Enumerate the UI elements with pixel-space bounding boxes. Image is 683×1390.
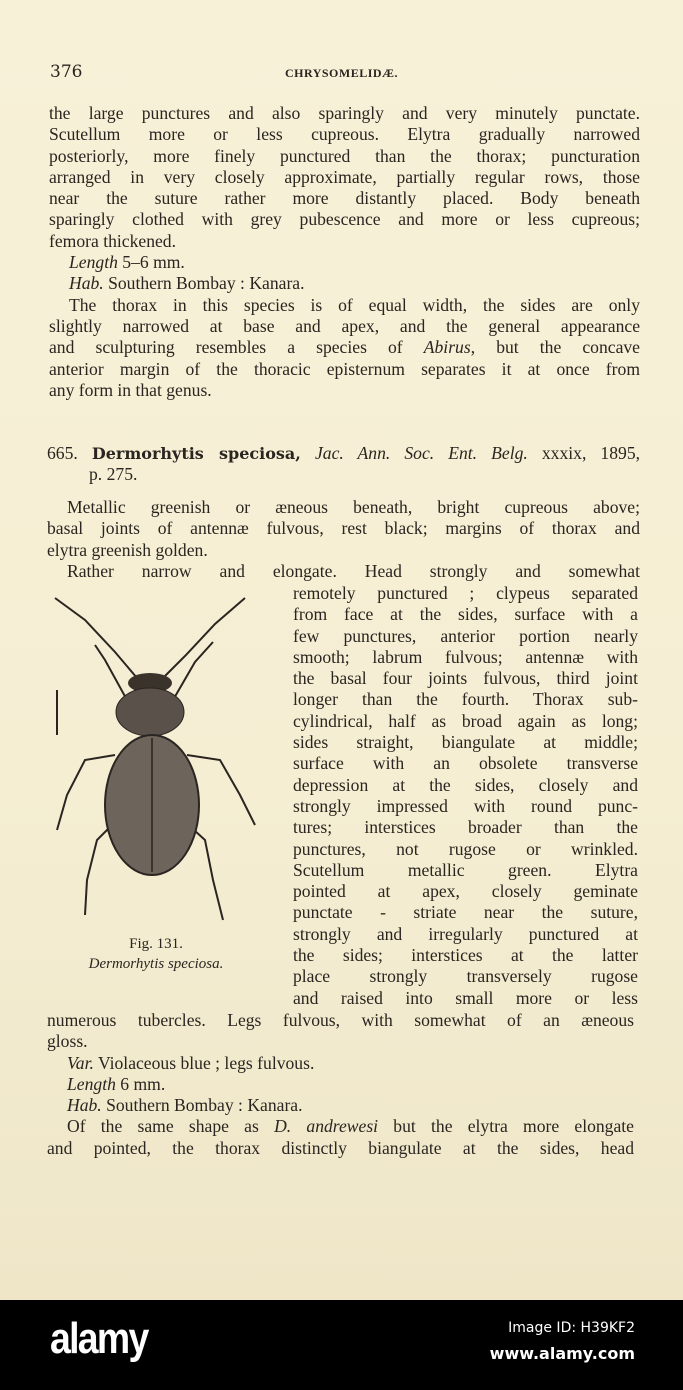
text-block-bottom xyxy=(47,1010,634,1159)
text-line xyxy=(293,902,638,923)
text-segment: surface with an obsolete transverse xyxy=(293,753,638,774)
text-segment: , but the concave xyxy=(470,337,640,358)
text-line xyxy=(293,988,638,1009)
text-line xyxy=(47,540,640,561)
text-line xyxy=(293,945,638,966)
figure-label: Fig. 131. xyxy=(129,936,183,952)
text-segment: Metallic greenish or æneous beneath, bright cupreous above; xyxy=(67,497,640,517)
text-line xyxy=(49,209,640,230)
italic-text: Length xyxy=(69,252,118,273)
text-segment: Rather narrow and elongate. Head strongly and somewhat xyxy=(67,560,640,581)
text-segment: and raised into small more or less xyxy=(293,987,638,1008)
text-line xyxy=(293,604,638,625)
text-line xyxy=(47,1138,634,1159)
text-segment: remotely punctured ; clypeus separated xyxy=(293,583,638,603)
text-line xyxy=(49,167,640,188)
text-segment: gloss. xyxy=(47,1031,88,1052)
italic-text: Var. xyxy=(67,1052,94,1073)
beetle-thorax xyxy=(116,688,184,736)
text-segment: longer than the fourth. Thorax sub- xyxy=(293,689,638,710)
text-line xyxy=(47,1116,634,1137)
text-segment: Violaceous blue ; legs fulvous. xyxy=(93,1052,315,1073)
text-line xyxy=(47,497,640,518)
left-antenna xyxy=(55,598,137,678)
text-segment: cylindrical, half as broad again as long; xyxy=(293,710,638,731)
entry-heading xyxy=(47,443,640,486)
text-line xyxy=(293,711,638,732)
text-segment: 6 mm. xyxy=(115,1073,166,1094)
text-segment: slightly narrowed at base and apex, and the general appearance xyxy=(49,315,640,336)
text-segment: but the elytra more elongate xyxy=(378,1116,634,1137)
text-line xyxy=(47,1031,634,1052)
text-line xyxy=(47,1010,634,1031)
text-segment: pointed at apex, closely geminate xyxy=(293,881,638,902)
text-segment: tures; interstices broader than the xyxy=(293,817,638,838)
text-line xyxy=(293,881,638,902)
text-segment: the basal four joints fulvous, third joint xyxy=(293,668,638,689)
text-line xyxy=(49,188,640,209)
text-segment: sides straight, biangulate at middle; xyxy=(293,732,638,753)
text-line xyxy=(47,464,640,485)
text-segment: punctures, not rugose or wrinkled. xyxy=(293,838,638,859)
text-segment: few punctures, anterior portion nearly xyxy=(293,625,638,646)
text-segment: near the suture rather more distantly placed. Body beneath xyxy=(49,188,640,209)
text-segment: Southern Bombay : Kanara. xyxy=(103,273,305,294)
text-segment: from face at the sides, surface with a xyxy=(293,604,638,625)
text-block-top xyxy=(49,103,640,401)
text-segment: strongly impressed with round punc- xyxy=(293,795,638,816)
text-segment: Scutellum metallic green. Elytra xyxy=(293,859,638,880)
text-segment: Southern Bombay : Kanara. xyxy=(101,1095,303,1116)
text-line xyxy=(293,647,638,668)
species-name: Dermorhytis speciosa, xyxy=(91,444,301,463)
text-line xyxy=(49,231,640,252)
text-line xyxy=(293,775,638,796)
text-line xyxy=(49,146,640,167)
text-segment: 5–6 mm. xyxy=(117,252,185,273)
text-line xyxy=(293,626,638,647)
text-segment: The thorax in this species is of equal width, the sides are only xyxy=(69,294,640,315)
site-url: www.alamy.com xyxy=(489,1344,635,1363)
text-line xyxy=(293,860,638,881)
italic-text: Length xyxy=(67,1073,116,1094)
text-segment: posteriorly, more finely punctured than the thorax; puncturation xyxy=(49,145,640,166)
text-line xyxy=(49,124,640,145)
text-line xyxy=(47,1074,634,1095)
text-segment: strongly and irregularly punctured at xyxy=(293,923,638,944)
text-segment: 665. xyxy=(47,443,92,463)
image-id: Image ID: H39KF2 xyxy=(508,1320,635,1336)
text-line xyxy=(47,561,640,582)
text-segment: and pointed, the thorax distinctly biangulate at the sides, head xyxy=(47,1137,634,1158)
text-line xyxy=(293,583,638,604)
beetle-figure xyxy=(45,590,265,935)
text-line xyxy=(293,689,638,710)
text-segment: elytra greenish golden. xyxy=(47,539,208,560)
right-antenna xyxy=(163,598,245,678)
text-block-right-column xyxy=(293,583,638,1009)
italic-text: Hab. xyxy=(67,1095,102,1116)
text-line xyxy=(49,273,640,294)
page-number: 376 xyxy=(50,62,83,82)
text-line xyxy=(293,966,638,987)
text-segment: any form in that genus. xyxy=(49,379,212,400)
text-segment: the large punctures and also sparingly and very minutely punctate. xyxy=(49,103,640,123)
text-line xyxy=(49,359,640,380)
figure-caption: Dermorhytis speciosa. xyxy=(88,956,224,972)
italic-text: Jac. Ann. Soc. Ent. Belg. xyxy=(314,443,528,463)
text-segment: sparingly clothed with grey pubescence and more or less cupreous; xyxy=(49,209,640,230)
text-line xyxy=(47,518,640,539)
italic-text: Abirus xyxy=(423,337,471,358)
text-segment: smooth; labrum fulvous; antennæ with xyxy=(293,646,638,667)
text-line xyxy=(49,103,640,124)
text-segment xyxy=(301,443,315,463)
text-line xyxy=(293,839,638,860)
text-line xyxy=(47,1053,634,1074)
italic-text: Hab. xyxy=(69,273,104,294)
text-segment: numerous tubercles. Legs fulvous, with somewhat of an æneous xyxy=(47,1010,634,1030)
text-segment: Of the same shape as xyxy=(67,1116,275,1137)
text-line xyxy=(47,1095,634,1116)
text-segment: punctate - striate near the suture, xyxy=(293,902,638,923)
text-line xyxy=(293,732,638,753)
text-segment: depression at the sides, closely and xyxy=(293,774,638,795)
text-line xyxy=(293,796,638,817)
text-line xyxy=(293,668,638,689)
text-line xyxy=(49,380,640,401)
italic-text: D. andrewesi xyxy=(274,1116,379,1137)
text-line xyxy=(293,817,638,838)
text-segment: arranged in very closely approximate, partially regular rows, those xyxy=(49,166,640,187)
alamy-logo: alamy xyxy=(50,1314,148,1363)
text-block-description xyxy=(47,497,640,582)
text-segment: xxxix, 1895, xyxy=(527,443,641,463)
text-line xyxy=(49,316,640,337)
text-line xyxy=(49,295,640,316)
text-segment: and sculpturing resembles a species of xyxy=(49,337,424,358)
text-segment: place strongly transversely rugose xyxy=(293,966,638,987)
text-line xyxy=(47,443,640,464)
text-line xyxy=(293,924,638,945)
watermark-banner xyxy=(0,1300,683,1390)
text-segment: basal joints of antennæ fulvous, rest black; margins of thorax and xyxy=(47,518,640,539)
text-segment: anterior margin of the thoracic episternum separates it at once from xyxy=(49,358,640,379)
text-segment: the sides; interstices at the latter xyxy=(293,945,638,966)
running-title: CHRYSOMELIDÆ. xyxy=(284,66,399,80)
text-segment: femora thickened. xyxy=(49,230,177,251)
text-line xyxy=(49,337,640,358)
text-line xyxy=(293,753,638,774)
text-line xyxy=(49,252,640,273)
text-segment: p. 275. xyxy=(89,464,138,485)
text-segment: Scutellum more or less cupreous. Elytra gradually narrowed xyxy=(49,124,640,145)
